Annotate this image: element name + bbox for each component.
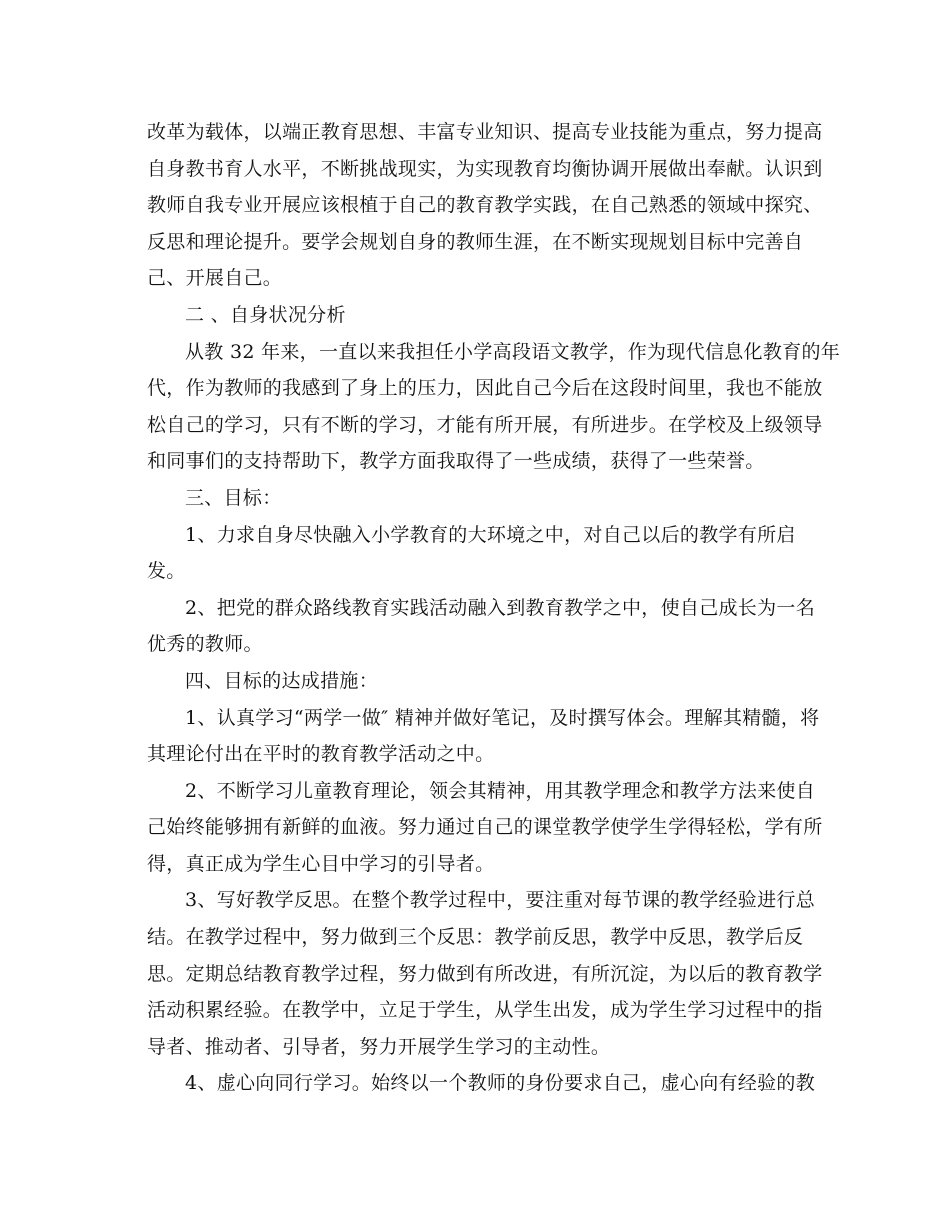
text-line: 代，作为教师的我感到了身上的压力，因此自己今后在这段时间里，我也不能放 [147, 377, 823, 400]
text-line: 改革为载体，以端正教育思想、丰富专业知识、提高专业技能为重点，努力提高 [147, 121, 823, 143]
text-line: 3、写好教学反思。在整个教学过程中，要注重对每节课的教学经验进行总 [185, 889, 815, 912]
text-line: 教师自我专业开展应该根植于自己的教育教学实践，在自己熟悉的领域中探究、 [147, 194, 823, 217]
text-line: 己始终能够拥有新鲜的血液。努力通过自己的课堂教学使学生学得轻松，学有所 [147, 816, 823, 839]
text-line: 2、不断学习儿童教育理论，领会其精神，用其教学理念和教学方法来使自 [185, 779, 815, 802]
section-heading-measures: 四、目标的达成措施： [185, 669, 379, 692]
text-line: 优秀的教师。 [147, 633, 263, 656]
text-line: 导者、推动者、引导者，努力开展学生学习的主动性。 [147, 1035, 611, 1058]
text-line: 松自己的学习，只有不断的学习，才能有所开展，有所进步。在学校及上级领导 [147, 413, 823, 436]
text-line: 从教 32 年来，一直以来我担任小学高段语文教学，作为现代信息化教育的年 [185, 340, 841, 363]
text-line: 2、把党的群众路线教育实践活动融入到教育教学之中，使自己成长为一名 [185, 596, 815, 619]
text-line: 思。定期总结教育教学过程，努力做到有所改进，有所沉淀，为以后的教育教学 [147, 962, 823, 985]
text-line: 发。 [147, 560, 186, 583]
text-line: 1、认真学习“两学一做″ 精神并做好笔记，及时撰写体会。理解其精髓，将 [185, 706, 820, 729]
text-line: 活动积累经验。在教学中，立足于学生，从学生出发，成为学生学习过程中的指 [147, 999, 823, 1022]
text-line: 其理论付出在平时的教育教学活动之中。 [147, 743, 495, 766]
text-line: 结。在教学过程中，努力做到三个反思：教学前反思，教学中反思，教学后反 [147, 926, 804, 949]
text-line: 1、力求自身尽快融入小学教育的大环境之中，对自己以后的教学有所启 [185, 523, 796, 546]
text-line: 4、虚心向同行学习。始终以一个教师的身份要求自己，虚心向有经验的教 [185, 1072, 815, 1095]
text-line: 反思和理论提升。要学会规划自身的教师生涯，在不断实现规划目标中完善自 [147, 230, 804, 253]
text-line: 己、开展自己。 [147, 267, 283, 290]
text-line: 和同事们的支持帮助下，教学方面我取得了一些成绩，获得了一些荣誉。 [147, 450, 765, 473]
section-heading-self-analysis: 二 、自身状况分析 [185, 303, 346, 326]
document-body [147, 114, 841, 1102]
text-line: 自身教书育人水平，不断挑战现实，为实现教育均衡协调开展做出奉献。认识到 [147, 157, 823, 180]
text-line: 得，真正成为学生心目中学习的引导者。 [147, 852, 495, 875]
section-heading-goals: 三、目标： [185, 486, 282, 509]
